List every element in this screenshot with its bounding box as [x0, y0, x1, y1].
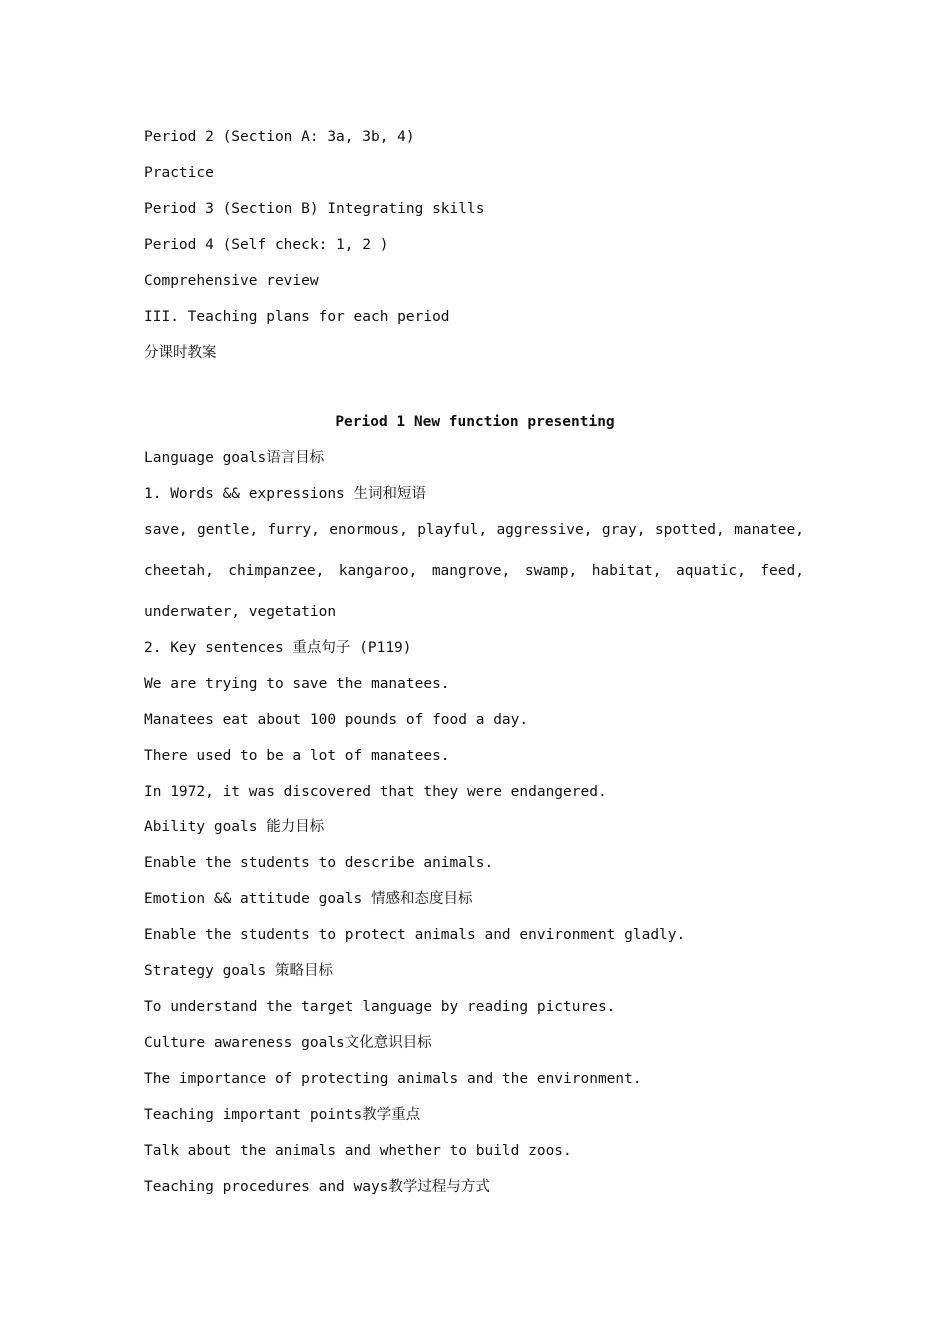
sentence-line: Manatees eat about 100 pounds of food a day.	[144, 712, 529, 728]
word: cheetah,	[144, 563, 214, 579]
period-3-line: Period 3 (Section B) Integrating skills	[144, 201, 485, 217]
ability-goals-header: Ability goals 能力目标	[144, 819, 325, 835]
emotion-goals-text: Enable the students to protect animals and environment gladly.	[144, 927, 686, 943]
word: save,	[144, 522, 188, 538]
culture-goals-text: The importance of protecting animals and the environment.	[144, 1071, 642, 1087]
word: furry,	[267, 522, 320, 538]
words-row-3: underwater, vegetation	[144, 604, 337, 620]
word: gentle,	[197, 522, 259, 538]
sentence-line: There used to be a lot of manatees.	[144, 748, 450, 764]
practice-line: Practice	[144, 165, 214, 181]
word: playful,	[417, 522, 488, 538]
period-2-line: Period 2 (Section A: 3a, 3b, 4)	[144, 129, 415, 145]
ability-goals-text: Enable the students to describe animals.	[144, 855, 494, 871]
culture-goals-header: Culture awareness goals文化意识目标	[144, 1035, 432, 1051]
words-header: 1. Words && expressions 生词和短语	[144, 486, 427, 502]
important-points-header: Teaching important points教学重点	[144, 1107, 421, 1123]
word: manatee,	[734, 522, 804, 538]
word: aquatic,	[675, 563, 746, 579]
strategy-goals-header: Strategy goals 策略目标	[144, 963, 333, 979]
procedures-header: Teaching procedures and ways教学过程与方式	[144, 1179, 490, 1195]
language-goals-header: Language goals语言目标	[144, 450, 325, 466]
sentence-line: In 1972, it was discovered that they were endangered.	[144, 784, 607, 800]
period-4-line: Period 4 (Self check: 1, 2 )	[144, 237, 389, 253]
word: kangaroo,	[338, 563, 418, 579]
word: gray,	[601, 522, 646, 538]
section-iii-heading: III. Teaching plans for each period	[144, 309, 450, 325]
period-1-title: Period 1 New function presenting	[335, 414, 615, 430]
word: aggressive,	[496, 522, 593, 538]
word: feed,	[760, 563, 804, 579]
words-row-2	[144, 561, 804, 581]
sentence-line: We are trying to save the manatees.	[144, 676, 450, 692]
important-points-text: Talk about the animals and whether to build zoos.	[144, 1143, 572, 1159]
word: habitat,	[591, 563, 662, 579]
word: spotted,	[654, 522, 725, 538]
word: chimpanzee,	[228, 563, 325, 579]
key-sentences-header: 2. Key sentences 重点句子 (P119)	[144, 640, 412, 656]
word: enormous,	[329, 522, 408, 538]
strategy-goals-text: To understand the target language by reading pictures.	[144, 999, 616, 1015]
review-line: Comprehensive review	[144, 273, 319, 289]
emotion-goals-header: Emotion && attitude goals 情感和态度目标	[144, 891, 473, 907]
words-row-1	[144, 520, 804, 540]
chinese-subheading: 分课时教案	[144, 345, 217, 361]
word: mangrove,	[431, 563, 511, 579]
word: swamp,	[524, 563, 578, 579]
